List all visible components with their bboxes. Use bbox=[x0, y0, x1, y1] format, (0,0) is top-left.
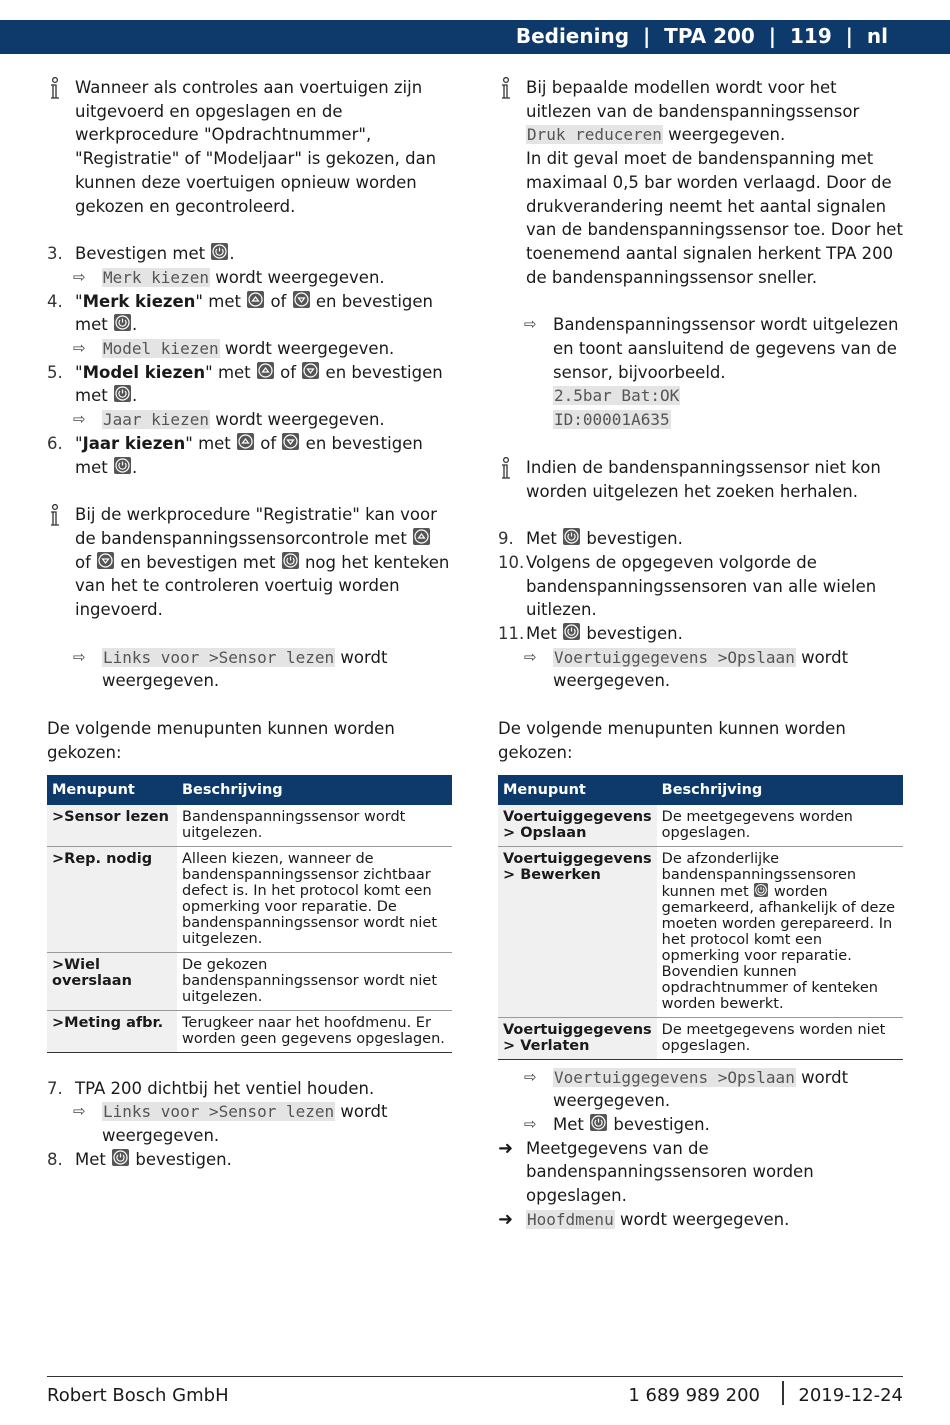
footer-separator bbox=[782, 1381, 784, 1405]
step-number: 7. bbox=[47, 1078, 63, 1098]
menu-name: Model kiezen bbox=[82, 362, 206, 382]
table-header bbox=[498, 775, 903, 805]
result-text: wordt weergegeven. bbox=[209, 267, 385, 287]
info-text: en bevestigen met bbox=[115, 552, 281, 572]
step-text-end: bevestigen. bbox=[581, 529, 683, 549]
final-text: wordt weergegeven. bbox=[614, 1209, 790, 1229]
table-cell-value: De meetgegevens worden niet opgeslagen. bbox=[657, 1017, 903, 1059]
step-text-end: bevestigen. bbox=[581, 624, 683, 644]
step-number: 5. bbox=[47, 362, 63, 382]
result-text: wordt weergegeven. bbox=[102, 647, 388, 691]
table-cell-key: >Meting afbr. bbox=[47, 1010, 177, 1052]
info-text: Bij bepaalde modellen wordt voor het uitlezen van de bandenspanningssensor bbox=[526, 78, 860, 121]
info-text: Bij de werkprocedure "Registratie" kan voor de bandenspanningssensorcontrole met bbox=[75, 505, 437, 548]
display-code: Merk kiezen bbox=[103, 267, 209, 287]
table-cell-key: Voertuiggegevens > Verlaten bbox=[498, 1017, 657, 1059]
footer-date: 2019-12-24 bbox=[798, 1385, 903, 1406]
confirm-key-icon bbox=[211, 243, 228, 260]
display-code: Voertuiggegevens >Opslaan bbox=[554, 1067, 795, 1087]
up-key-icon bbox=[257, 362, 274, 379]
result-text: wordt weergegeven. bbox=[219, 339, 395, 359]
result-arrow-icon: ⇨ bbox=[73, 339, 86, 358]
display-code: ID:00001A635 bbox=[554, 410, 670, 430]
info-note-registratie bbox=[47, 503, 452, 622]
col-header-menupunt: Menupunt bbox=[47, 775, 177, 805]
result-text: bevestigen. bbox=[608, 1114, 710, 1134]
result-sensor-read bbox=[498, 313, 903, 432]
display-code: 2.5bar Bat:OK bbox=[554, 386, 680, 406]
step-text: of bbox=[255, 433, 282, 453]
table-cell-key: Voertuiggegevens > Opslaan bbox=[498, 805, 657, 847]
table-header bbox=[47, 775, 452, 805]
final-result-1 bbox=[498, 1137, 903, 1208]
down-key-icon bbox=[97, 552, 114, 569]
step-text-end: . bbox=[229, 244, 235, 264]
quote: " bbox=[75, 433, 83, 453]
confirm-key-icon bbox=[282, 552, 299, 569]
table-cell-value: Alleen kiezen, wanneer de bandenspanningssensor zichtbaar defect is. In het protocol komt een opmerking voor reparatie. De bandenspanningssensor wordt niet uitgelezen. bbox=[177, 846, 452, 952]
table-cell-value: De meetgegevens worden opgeslagen. bbox=[657, 805, 903, 847]
display-code: Model kiezen bbox=[103, 339, 219, 359]
menu-table-vehicle bbox=[498, 775, 903, 1060]
right-column bbox=[498, 76, 903, 1232]
menu-name: Jaar kiezen bbox=[82, 433, 186, 453]
step-text: Volgens de opgegeven volgorde de bandenspanningssensoren van alle wielen uitlezen. bbox=[526, 552, 877, 620]
final-result-2 bbox=[498, 1208, 903, 1232]
quote: " bbox=[75, 362, 83, 382]
step-6 bbox=[47, 432, 452, 479]
confirm-key-icon bbox=[114, 385, 131, 402]
step-text: en bevestigen met bbox=[75, 362, 443, 406]
result-arrow-icon: ⇨ bbox=[524, 315, 537, 334]
step-text: " met bbox=[185, 433, 237, 453]
step-3 bbox=[47, 242, 452, 266]
display-code: Druk reduceren bbox=[527, 125, 662, 145]
info-note-druk bbox=[498, 76, 903, 289]
result-arrow-icon: ⇨ bbox=[73, 410, 86, 429]
result-text: wordt weergegeven. bbox=[553, 1067, 849, 1111]
table-cell-value: Terugkeer naar het hoofdmenu. Er worden geen gegevens opgeslagen. bbox=[177, 1010, 452, 1052]
info-note-retry bbox=[498, 456, 903, 503]
cell-text: De afzonderlijke bandenspanningssensoren kunnen met bbox=[661, 850, 857, 900]
table-row bbox=[47, 805, 452, 847]
result-text: wordt weergegeven. bbox=[102, 1102, 388, 1145]
result-table-2 bbox=[498, 1113, 903, 1137]
info-text: weergegeven. bbox=[662, 125, 786, 145]
result-info2 bbox=[47, 646, 452, 693]
step-number: 4. bbox=[47, 291, 63, 311]
step-8 bbox=[47, 1148, 452, 1172]
result-arrow-icon: ⇨ bbox=[524, 1067, 537, 1086]
page-header bbox=[0, 20, 950, 54]
info-note bbox=[47, 76, 452, 218]
footer-docnumber: 1 689 989 200 bbox=[628, 1385, 760, 1406]
display-code: Jaar kiezen bbox=[103, 410, 209, 430]
up-key-icon bbox=[247, 291, 264, 308]
table-cell-key: Voertuiggegevens > Bewerken bbox=[498, 846, 657, 1017]
step-4 bbox=[47, 290, 452, 337]
step-number: 10. bbox=[498, 552, 525, 572]
table-row bbox=[47, 952, 452, 1010]
table-row bbox=[498, 805, 903, 847]
col-header-menupunt: Menupunt bbox=[498, 775, 657, 805]
info-text: of bbox=[75, 552, 97, 572]
step-text: Met bbox=[526, 529, 563, 549]
info-text: In dit geval moet de bandenspanning met maximaal 0,5 bar worden verlaagd. Door de drukverandering neemt het aantal signalen van de bandenspanningssensor toe. Door het toenemend aantal signalen herkent TPA 200 de bandenspanningssensor sneller. bbox=[526, 149, 903, 287]
result-4 bbox=[47, 337, 452, 361]
result-7 bbox=[47, 1100, 452, 1147]
table-cell-key: >Rep. nodig bbox=[47, 846, 177, 952]
header-text: Bediening | TPA 200 | 119 | nl bbox=[515, 24, 888, 48]
result-table-1 bbox=[498, 1066, 903, 1113]
confirm-key-icon bbox=[754, 883, 768, 897]
display-code: Links voor >Sensor lezen bbox=[103, 647, 335, 667]
info-icon bbox=[498, 457, 514, 481]
step-text: of bbox=[265, 291, 292, 311]
step-text: Met bbox=[526, 624, 563, 644]
step-text: of bbox=[274, 362, 302, 382]
confirm-key-icon bbox=[563, 623, 580, 640]
result-11 bbox=[498, 646, 903, 693]
table-row bbox=[47, 846, 452, 952]
menu-intro: De volgende menupunten kunnen worden gekozen: bbox=[47, 719, 395, 762]
step-number: 9. bbox=[498, 529, 514, 549]
footer-company: Robert Bosch GmbH bbox=[47, 1385, 229, 1406]
info-text: Wanneer als controles aan voertuigen zijn uitgevoerd en opgeslagen en de werkprocedure "Opdrachtnummer", "Registratie" of "Modeljaar" is gekozen, dan kunnen deze voertuigen opnieuw worden gekozen en gecontroleerd. bbox=[75, 78, 437, 216]
result-arrow-icon: ⇨ bbox=[524, 1114, 537, 1133]
table-cell-value bbox=[657, 846, 903, 1017]
result-text: wordt weergegeven. bbox=[209, 410, 385, 430]
menu-name: Merk kiezen bbox=[82, 291, 196, 311]
step-text: Bevestigen met bbox=[75, 244, 211, 264]
menu-table bbox=[47, 775, 452, 1053]
result-text: Bandenspanningssensor wordt uitgelezen en toont aansluitend de gegevens van de sensor, bijvoorbeeld. bbox=[553, 315, 899, 382]
result-text: wordt weergegeven. bbox=[553, 647, 849, 691]
step-text-end: . bbox=[131, 315, 138, 335]
result-arrow-icon: ⇨ bbox=[73, 267, 86, 286]
menu-intro: De volgende menupunten kunnen worden gekozen: bbox=[498, 719, 846, 762]
down-key-icon bbox=[302, 362, 319, 379]
step-text: en bevestigen met bbox=[75, 291, 433, 335]
left-column bbox=[47, 76, 452, 1171]
step-5 bbox=[47, 361, 452, 408]
page-footer bbox=[47, 1376, 903, 1406]
table-row bbox=[498, 1017, 903, 1059]
down-key-icon bbox=[282, 433, 299, 450]
step-text-end: . bbox=[131, 386, 138, 406]
display-code: Links voor >Sensor lezen bbox=[103, 1102, 335, 1122]
info-icon bbox=[47, 504, 63, 528]
step-9 bbox=[498, 527, 903, 551]
table-cell-value: De gekozen bandenspanningssensor wordt niet uitgelezen. bbox=[177, 952, 452, 1010]
up-key-icon bbox=[237, 433, 254, 450]
display-code: Voertuiggegevens >Opslaan bbox=[554, 647, 795, 667]
result-arrow-icon: ⇨ bbox=[73, 1102, 86, 1121]
table-row bbox=[498, 846, 903, 1017]
result-arrow-icon: ⇨ bbox=[524, 647, 537, 666]
info-icon bbox=[498, 77, 514, 101]
result-3 bbox=[47, 266, 452, 290]
info-text: nog het kenteken van het te controleren voertuig worden ingevoerd. bbox=[75, 552, 450, 620]
confirm-key-icon bbox=[563, 528, 580, 545]
step-number: 11. bbox=[498, 624, 525, 644]
confirm-key-icon bbox=[112, 1149, 129, 1166]
result-text: Met bbox=[553, 1114, 590, 1134]
table-cell-key: >Wiel overslaan bbox=[47, 952, 177, 1010]
info-text: Indien de bandenspanningssensor niet kon worden uitgelezen het zoeken herhalen. bbox=[526, 457, 881, 501]
step-text: Met bbox=[75, 1149, 112, 1169]
step-11 bbox=[498, 622, 903, 646]
step-7 bbox=[47, 1077, 452, 1101]
final-arrow-icon: ➜ bbox=[498, 1208, 514, 1230]
step-text-end: . bbox=[131, 457, 138, 477]
info-icon bbox=[47, 77, 63, 101]
down-key-icon bbox=[293, 291, 310, 308]
display-code: Hoofdmenu bbox=[527, 1209, 614, 1229]
step-text: " met bbox=[195, 291, 247, 311]
up-key-icon bbox=[413, 528, 430, 545]
col-header-beschrijving: Beschrijving bbox=[177, 775, 452, 805]
confirm-key-icon bbox=[590, 1114, 607, 1131]
table-row bbox=[47, 1010, 452, 1052]
step-number: 3. bbox=[47, 244, 63, 264]
final-arrow-icon: ➜ bbox=[498, 1137, 514, 1159]
table-cell-value: Bandenspanningssensor wordt uitgelezen. bbox=[177, 805, 452, 847]
confirm-key-icon bbox=[114, 457, 131, 474]
col-header-beschrijving: Beschrijving bbox=[657, 775, 903, 805]
quote: " bbox=[75, 291, 83, 311]
final-text: Meetgegevens van de bandenspanningssensoren worden opgeslagen. bbox=[526, 1138, 814, 1206]
step-number: 6. bbox=[47, 433, 63, 453]
result-5 bbox=[47, 408, 452, 432]
confirm-key-icon bbox=[114, 314, 131, 331]
step-text: " met bbox=[205, 362, 256, 382]
table-cell-key: >Sensor lezen bbox=[47, 805, 177, 847]
step-text: en bevestigen met bbox=[75, 433, 423, 477]
result-arrow-icon: ⇨ bbox=[73, 647, 86, 666]
step-text-end: bevestigen. bbox=[130, 1149, 232, 1169]
cell-text: worden gemarkeerd, afhankelijk of deze moeten worden gerepareerd. In het protocol komt een opmerking voor reparatie. Bovendien kunnen opdrachtnummer of kenteken worden bewerkt. bbox=[661, 883, 895, 1012]
step-number: 8. bbox=[47, 1149, 63, 1169]
step-text: TPA 200 dichtbij het ventiel houden. bbox=[75, 1078, 375, 1098]
step-10 bbox=[498, 551, 903, 622]
